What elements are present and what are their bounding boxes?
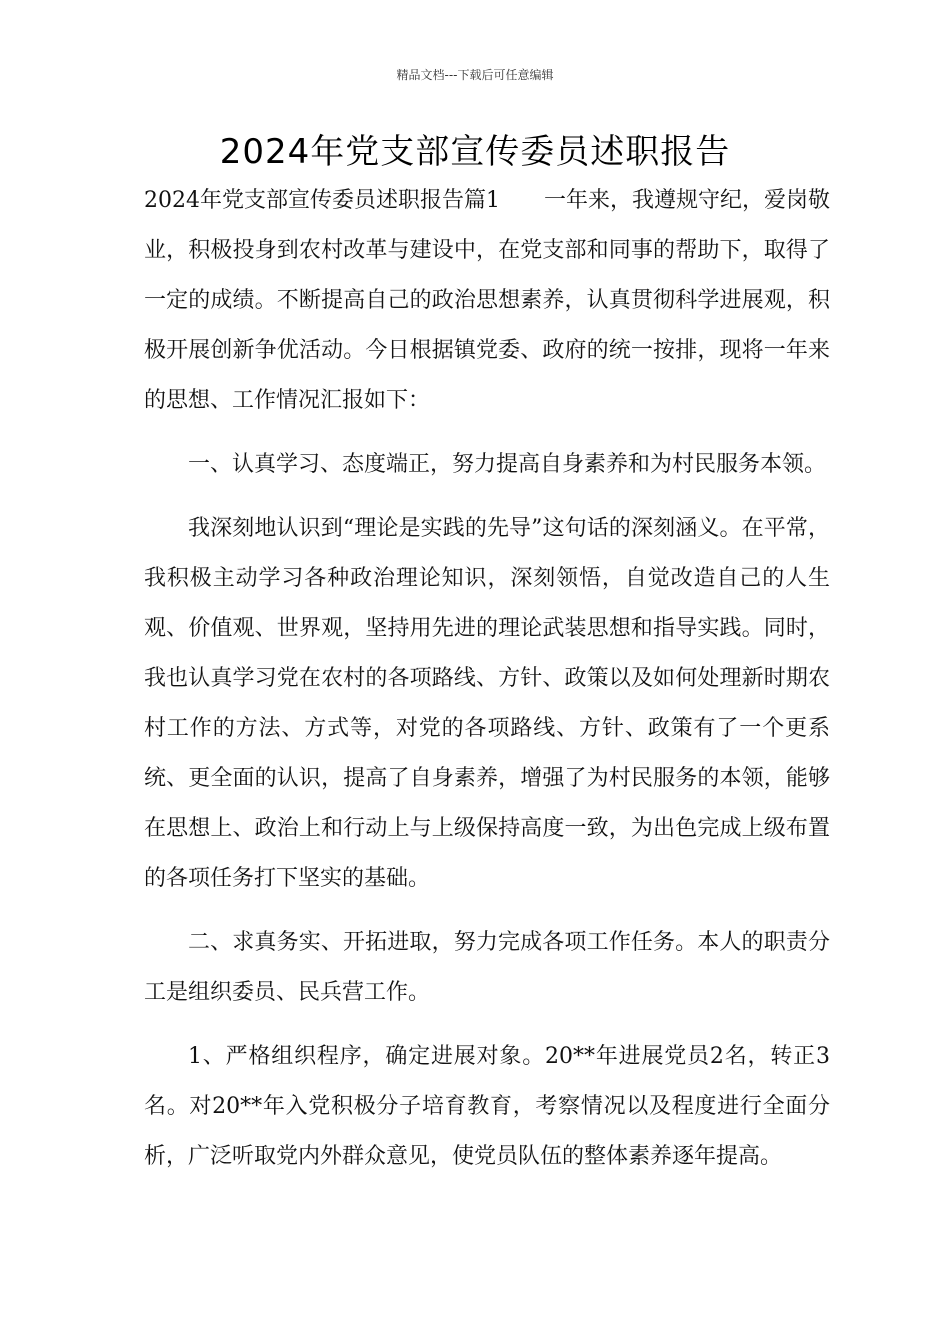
paragraph-item-1: 1、严格组织程序，确定进展对象。20**年进展党员2名，转正3名。对20**年入党积极分子培育教育，考察情况以及程度进行全面分析，广泛听取党内外群众意见，使党员队伍的整体素养逐年提高。 bbox=[144, 1044, 830, 1169]
paragraph-study: 我深刻地认识到“理论是实践的先导”这句话的深刻涵义。在平常，我积极主动学习各种政治理论知识，深刻领悟，自觉改造自己的人生观、价值观、世界观，坚持用先进的理论武装思想和指导实践。同时，我也认真学习党在农村的各项路线、方针、政策以及如何处理新时期农村工作的方法、方式等，对党的各项路线、方针、政策有了一个更系统、更全面的认识，提高了自身素养，增强了为村民服务的本领，能够在思想上、政治上和行动上与上级保持高度一致，为出色完成上级布置的各项任务打下坚实的基础。 bbox=[144, 516, 830, 891]
header-note: 精品文档---下载后可任意编辑 bbox=[396, 68, 554, 82]
section-heading-2: 二、求真务实、开拓进取，努力完成各项工作任务。本人的职责分工是组织委员、民兵营工作。 bbox=[144, 930, 830, 1005]
paragraph-intro-text: 一年来，我遵规守纪，爱岗敬业，积极投身到农村改革与建设中，在党支部和同事的帮助下，取得了一定的成绩。不断提高自己的政治思想素养，认真贯彻科学进展观，积极开展创新争优活动。今日根据镇党委、政府的统一按排，现将一年来的思想、工作情况汇报如下： bbox=[144, 188, 831, 413]
section-heading-1: 一、认真学习、态度端正，努力提高自身素养和为村民服务本领。 bbox=[188, 452, 827, 477]
paragraph-intro bbox=[144, 176, 830, 426]
document-body bbox=[144, 176, 830, 1182]
lead-label: 2024年党支部宣传委员述职报告篇1 bbox=[144, 188, 500, 213]
document-title: 2024年党支部宣传委员述职报告 bbox=[219, 132, 731, 172]
